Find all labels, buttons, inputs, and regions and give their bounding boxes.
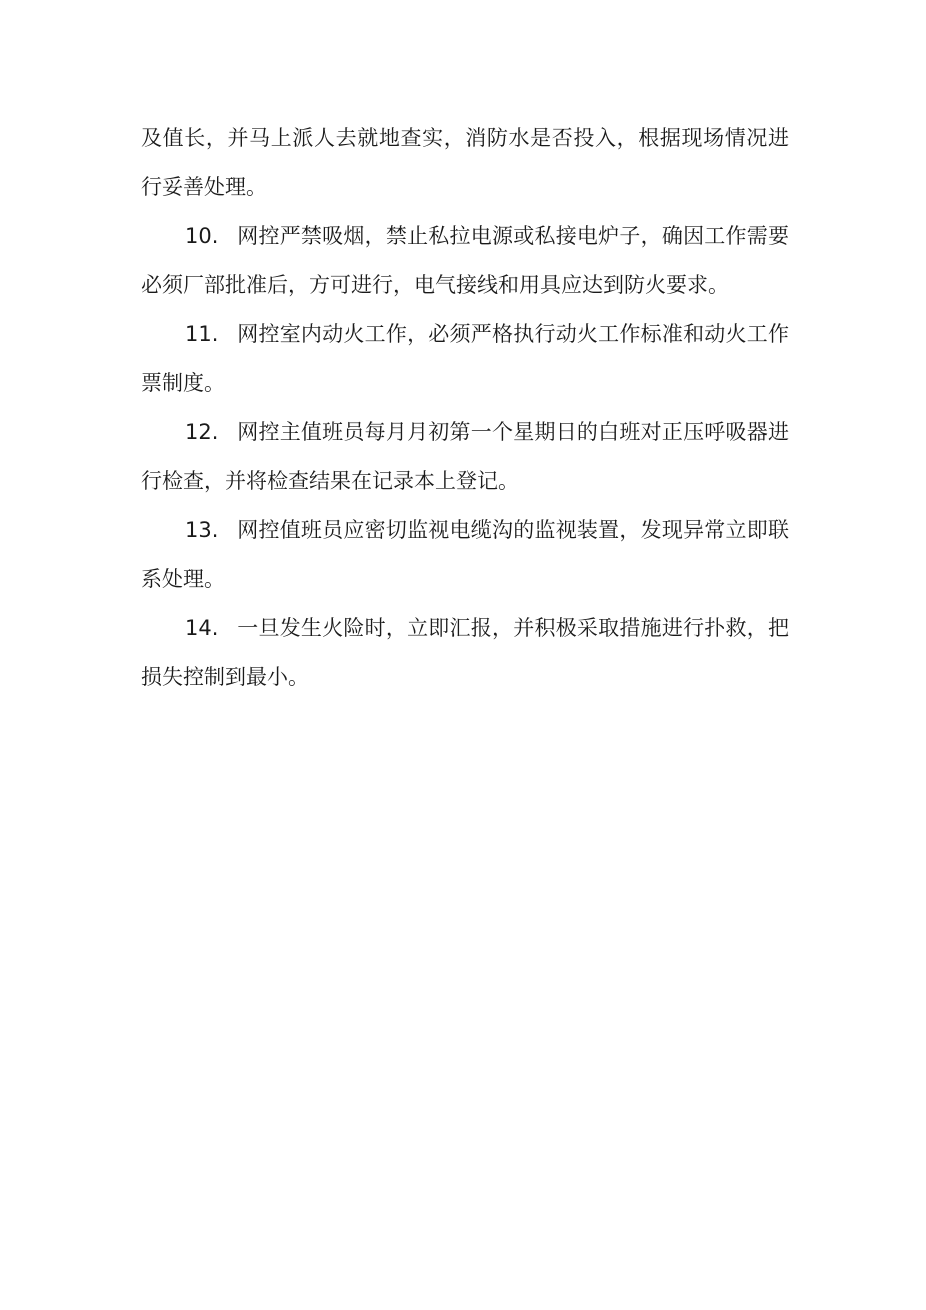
list-item-10: [141, 212, 789, 310]
item-text: 一旦发生火险时，立即汇报，并积极采取措施进行扑救，把损失控制到最小。: [141, 616, 789, 689]
list-item-13: [141, 506, 789, 604]
item-number: 12.: [185, 420, 219, 444]
item-number: 13.: [185, 518, 219, 542]
item-number: 10.: [185, 224, 219, 248]
continuation-paragraph: 及值长，并马上派人去就地查实，消防水是否投入，根据现场情况进行妥善处理。: [141, 126, 789, 199]
item-text: 网控严禁吸烟，禁止私拉电源或私接电炉子，确因工作需要必须厂部批准后，方可进行，电气接线和用具应达到防火要求。: [141, 224, 789, 297]
document-body: [141, 114, 789, 702]
list-item-11: [141, 310, 789, 408]
list-item-14: [141, 604, 789, 702]
item-text: 网控主值班员每月月初第一个星期日的白班对正压呼吸器进行检查，并将检查结果在记录本上登记。: [141, 420, 789, 493]
item-text: 网控值班员应密切监视电缆沟的监视装置，发现异常立即联系处理。: [141, 518, 789, 591]
list-item-12: [141, 408, 789, 506]
item-number: 11.: [185, 322, 219, 346]
item-text: 网控室内动火工作，必须严格执行动火工作标准和动火工作票制度。: [141, 322, 789, 395]
item-number: 14.: [185, 616, 219, 640]
